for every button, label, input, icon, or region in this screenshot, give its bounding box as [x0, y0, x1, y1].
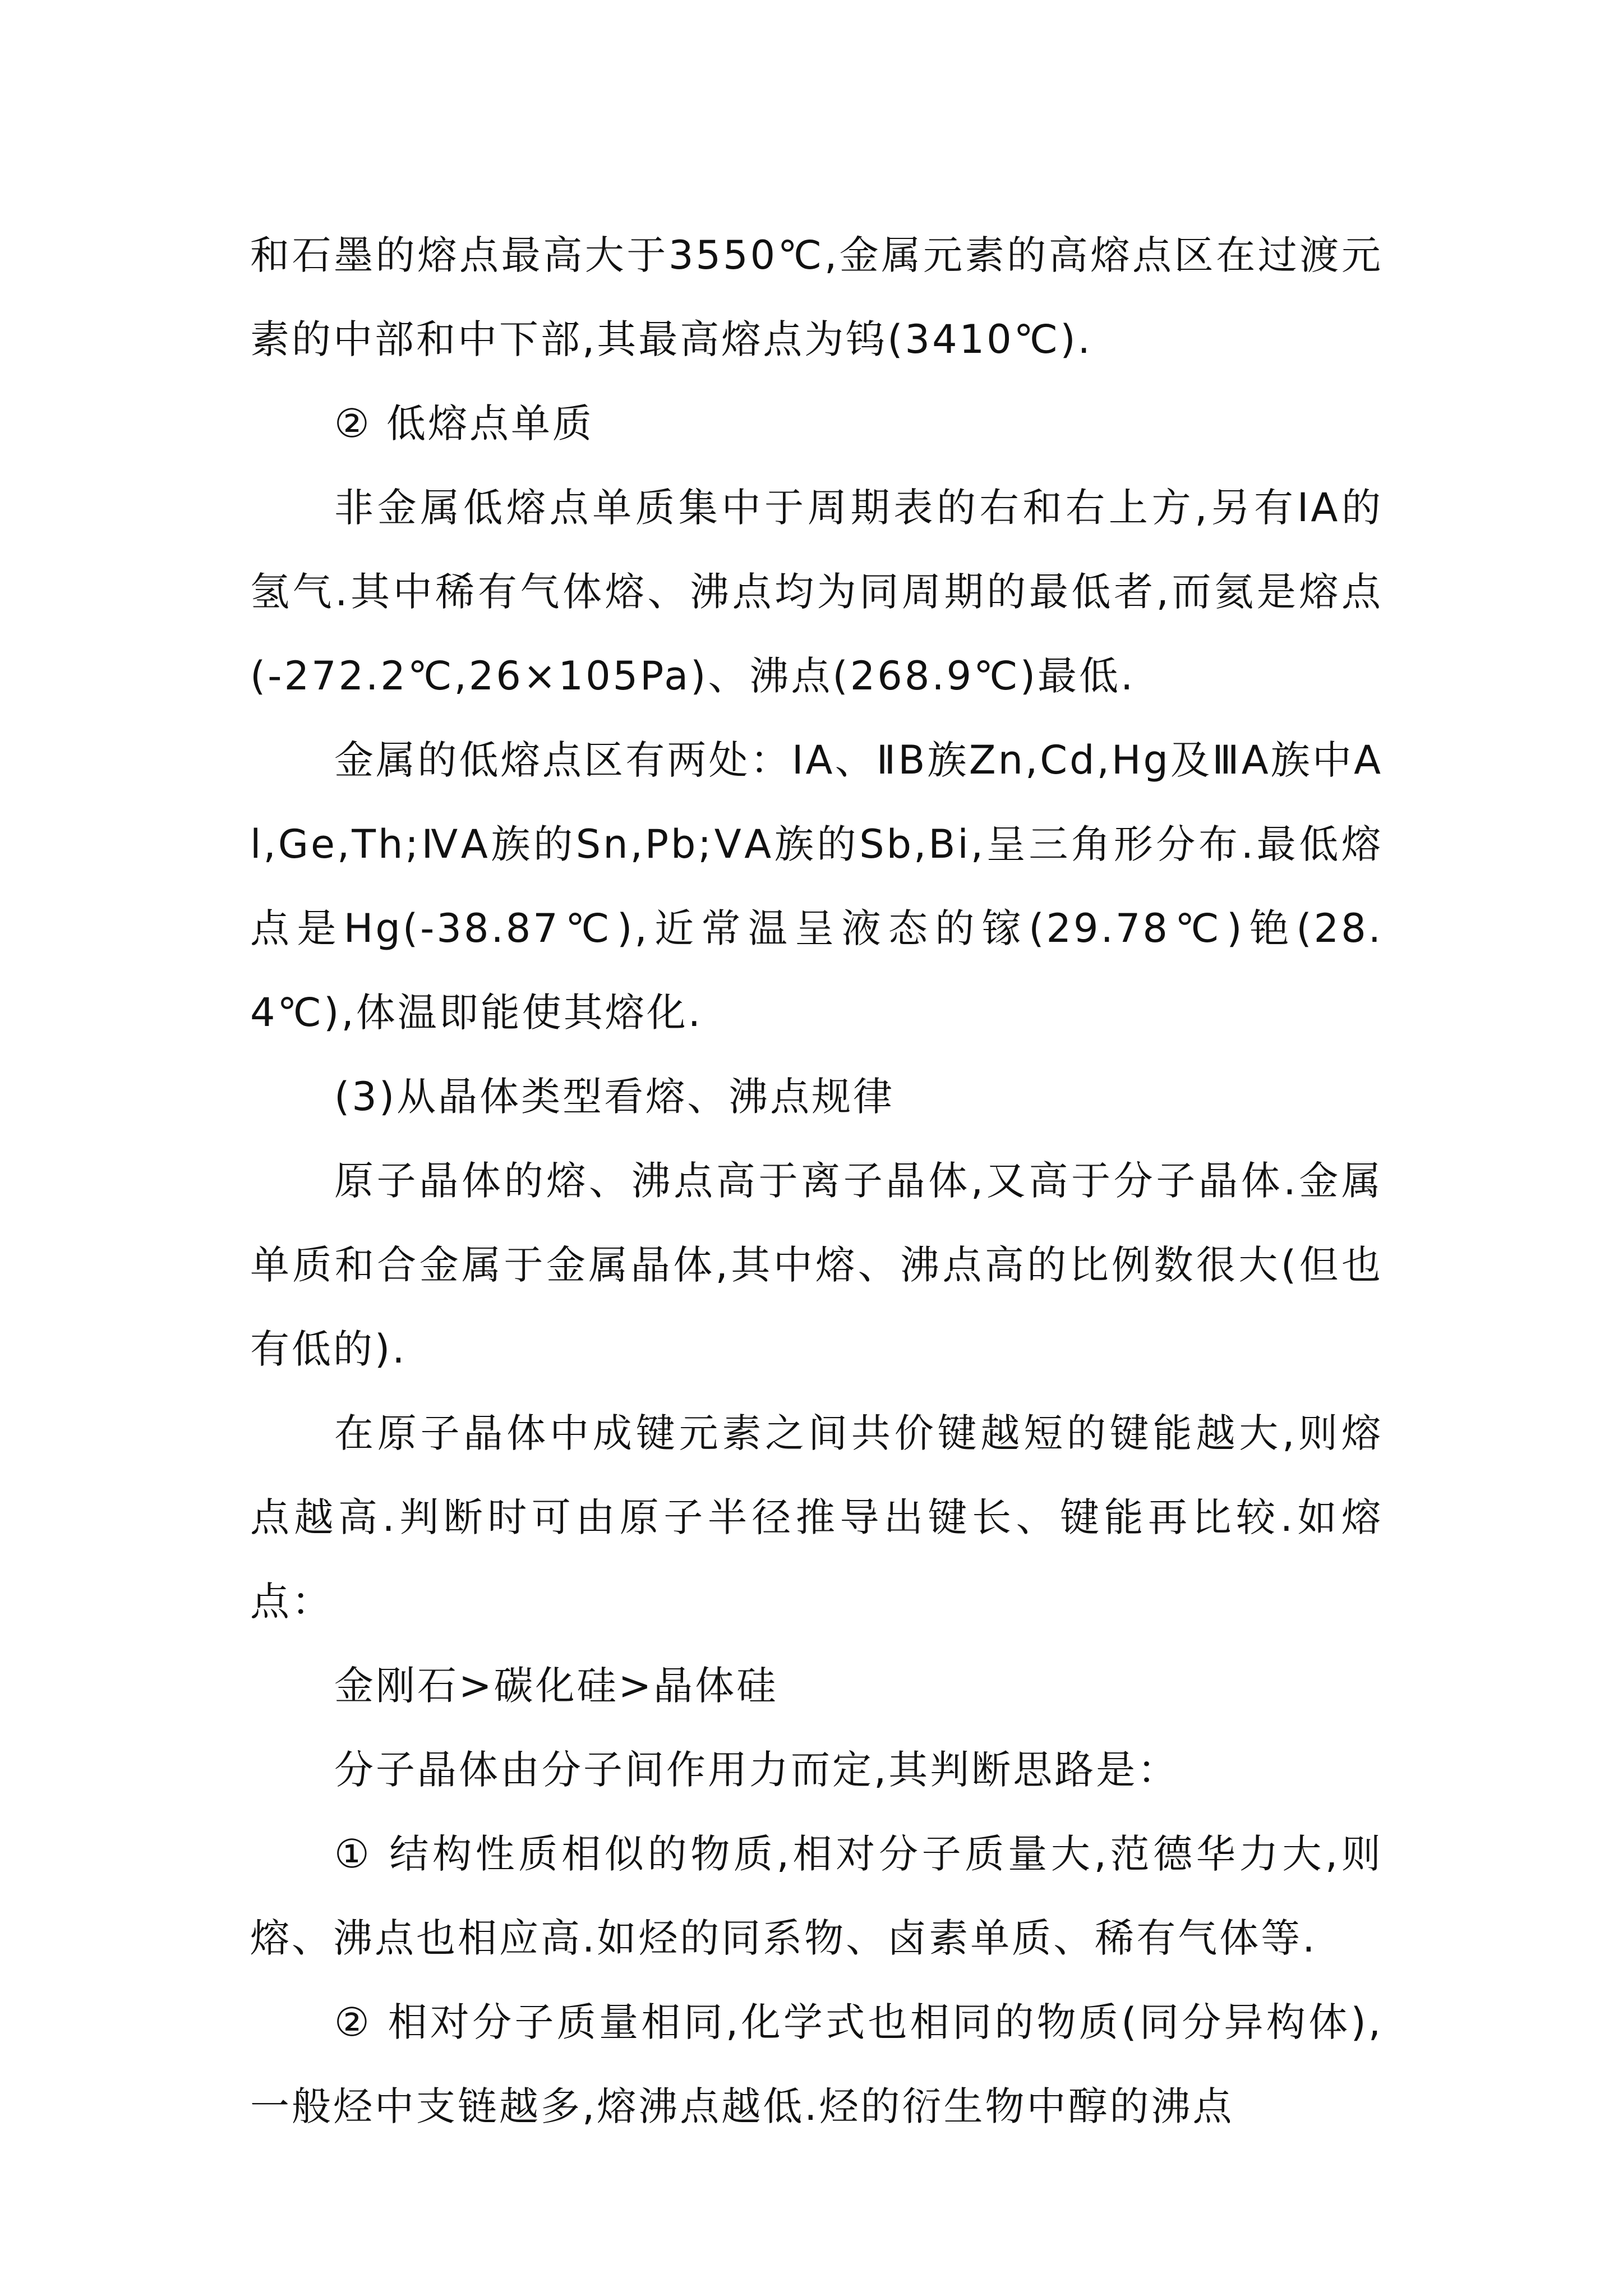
document-body — [250, 213, 1383, 2148]
paragraph-rule-isomers: ② 相对分子质量相同,化学式也相同的物质(同分异构体),一般烃中支链越多,熔沸点越低.烃的衍生物中醇的沸点 — [250, 1999, 1383, 2129]
paragraph-rule-molecular-mass: ① 结构性质相似的物质,相对分子质量大,范德华力大,则熔、沸点也相应高.如烃的同系物、卤素单质、稀有气体等. — [250, 1831, 1383, 1961]
paragraph-crystal-comparison: 原子晶体的熔、沸点高于离子晶体,又高于分子晶体.金属单质和合金属于金属晶体,其中熔、沸点高的比例数很大(但也有低的). — [250, 1158, 1383, 1372]
heading-low-melting-elements: ② 低熔点单质 — [334, 401, 594, 447]
paragraph-molecular-crystal: 分子晶体由分子间作用力而定,其判断思路是： — [334, 1747, 1179, 1793]
paragraph-melting-order: 金刚石>碳化硅>晶体硅 — [334, 1663, 778, 1709]
heading-crystal-type: (3)从晶体类型看熔、沸点规律 — [334, 1074, 895, 1120]
paragraph-metal-low-melting: 金属的低熔点区有两处：IA、ⅡB族Zn,Cd,Hg及ⅢA族中Al,Ge,Th;ⅣA族的Sn,Pb;ⅤA族的Sb,Bi,呈三角形分布.最低熔点是Hg(-38.87℃),近常温呈液态的镓(29.78℃)铯(28.4℃),体温即能使其熔化. — [250, 737, 1383, 1036]
paragraph-high-melting-metals: 和石墨的熔点最高大于3550℃,金属元素的高熔点区在过渡元素的中部和中下部,其最高熔点为钨(3410℃). — [250, 232, 1383, 362]
paragraph-nonmetal-low-melting: 非金属低熔点单质集中于周期表的右和右上方,另有IA的氢气.其中稀有气体熔、沸点均为同周期的最低者,而氦是熔点(-272.2℃,26×105Pa)、沸点(268.9℃)最低. — [250, 485, 1383, 699]
paragraph-atomic-crystal: 在原子晶体中成键元素之间共价键越短的键能越大,则熔点越高.判断时可由原子半径推导出键长、键能再比较.如熔点： — [250, 1410, 1383, 1625]
